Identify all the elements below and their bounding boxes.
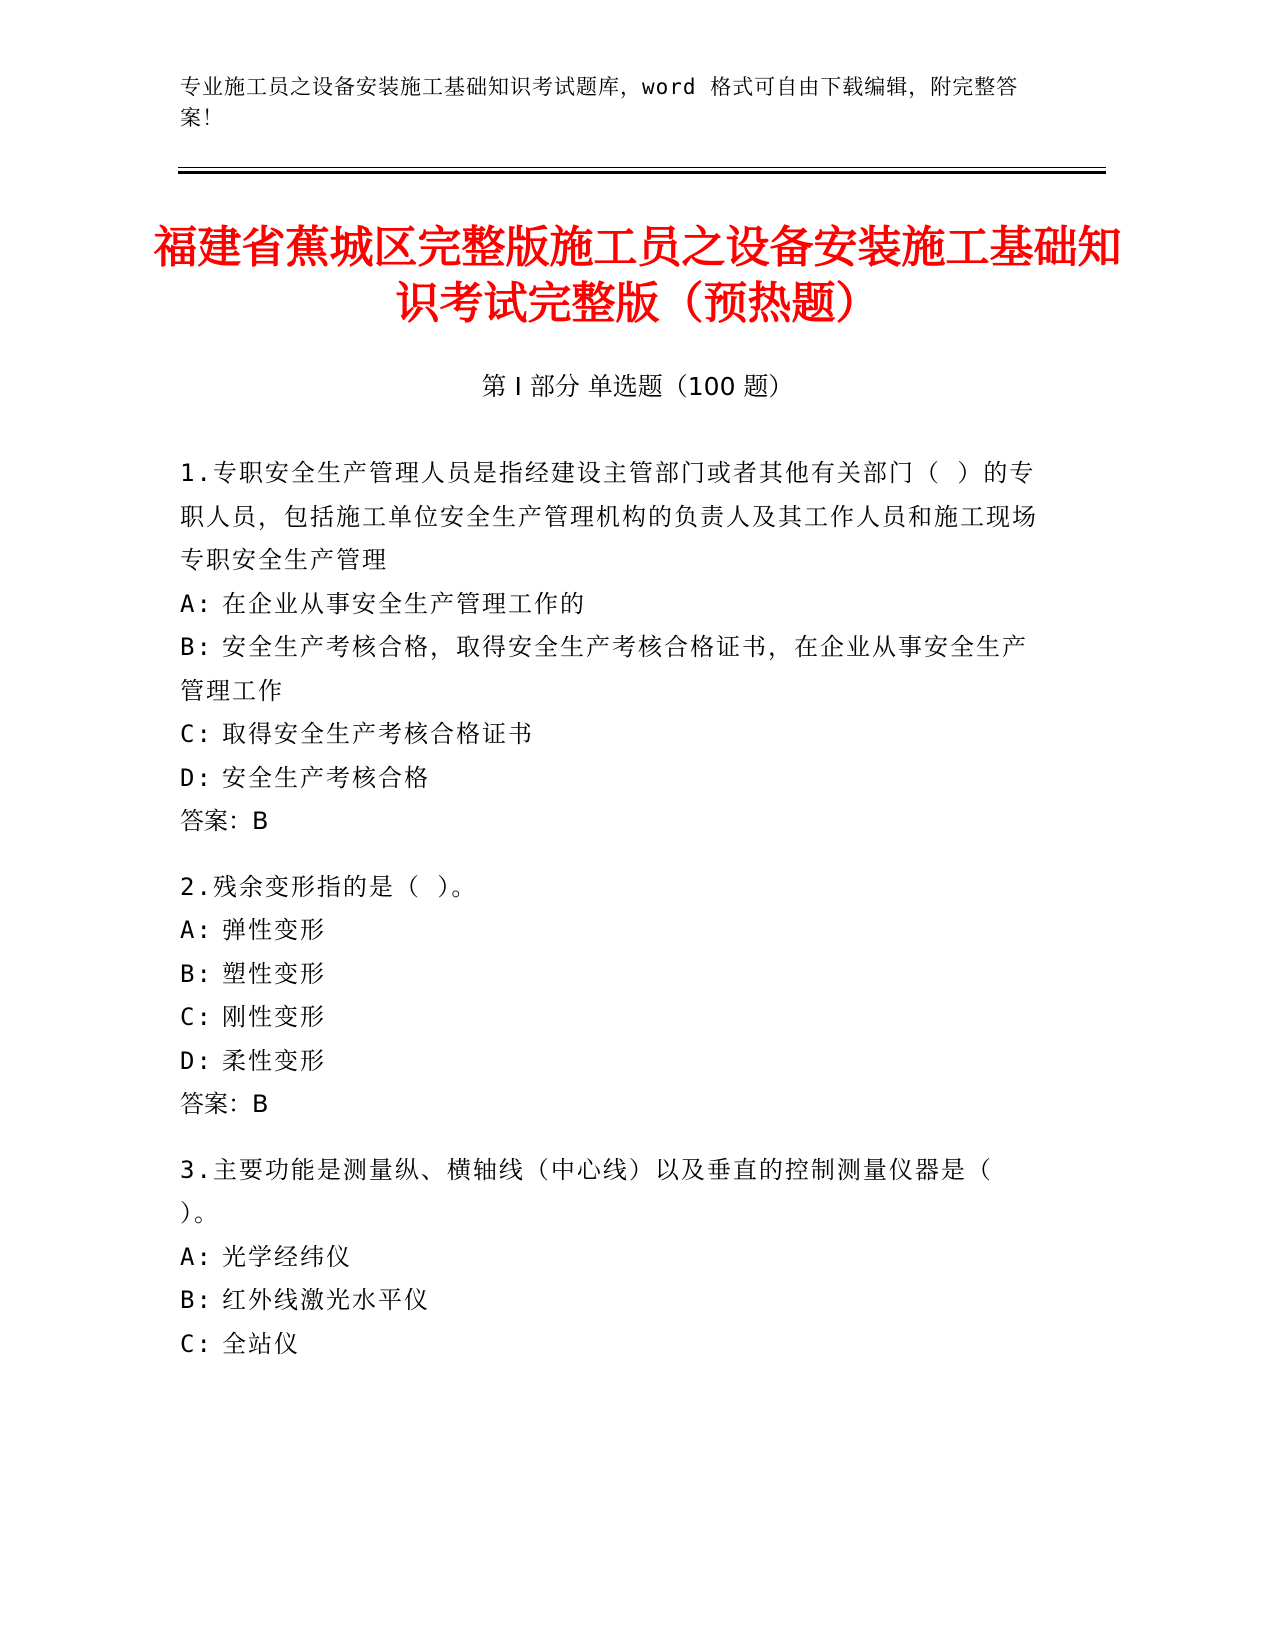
question-stem: 2.残余变形指的是（ ）。 [180, 872, 478, 901]
option-b [180, 626, 1040, 713]
question-3 [180, 1149, 1040, 1367]
option-letter: D: [180, 763, 213, 792]
option-c [180, 713, 1040, 757]
option-letter: C: [180, 720, 213, 748]
option-letter: A: [180, 916, 213, 944]
option-letter: C: [180, 1003, 213, 1031]
option-text: 安全生产考核合格 [222, 763, 430, 792]
option-text: 塑性变形 [222, 959, 326, 988]
option-a [180, 1236, 1040, 1280]
answer-line: 答案：B [180, 807, 269, 835]
document-title: 福建省蕉城区完整版施工员之设备安装施工基础知识考试完整版（预热题） [153, 222, 1122, 329]
option-d [180, 1040, 1040, 1084]
header-rule-thin [178, 167, 1106, 168]
option-text: 红外线激光水平仪 [222, 1286, 430, 1314]
option-c [180, 1323, 1040, 1367]
option-letter: B: [180, 633, 213, 661]
header-note: 专业施工员之设备安装施工基础知识考试题库，word 格式可自由下载编辑，附完整答案！ [180, 75, 1019, 130]
option-text: 柔性变形 [222, 1046, 326, 1075]
option-a [180, 909, 1040, 953]
option-text: 取得安全生产考核合格证书 [222, 720, 534, 748]
question-list [180, 452, 1040, 1388]
option-letter: A: [180, 589, 213, 618]
answer-line: 答案：B [180, 1090, 269, 1118]
option-text: 刚性变形 [222, 1003, 326, 1031]
option-letter: B: [180, 1286, 213, 1314]
option-text: 弹性变形 [222, 916, 326, 944]
option-text: 安全生产考核合格，取得安全生产考核合格证书，在企业从事安全生产管理工作 [180, 633, 1028, 705]
option-d [180, 757, 1040, 801]
option-letter: B: [180, 959, 213, 988]
option-letter: C: [180, 1329, 213, 1358]
option-text: 在企业从事安全生产管理工作的 [222, 589, 586, 618]
question-2 [180, 866, 1040, 1127]
option-text: 光学经纬仪 [222, 1242, 352, 1271]
header-rule-thick [178, 171, 1106, 174]
section-title: 第 I 部分 单选题（100 题） [481, 372, 794, 401]
question-1 [180, 452, 1040, 844]
question-stem: 1.专职安全生产管理人员是指经建设主管部门或者其他有关部门（ ）的专职人员，包括施工单位安全生产管理机构的负责人及其工作人员和施工现场专职安全生产管理 [180, 459, 1038, 574]
option-c [180, 996, 1040, 1040]
option-b [180, 1279, 1040, 1323]
option-text: 全站仪 [222, 1329, 300, 1358]
option-letter: A: [180, 1242, 213, 1271]
option-letter: D: [180, 1046, 213, 1075]
option-b [180, 953, 1040, 997]
question-stem: 3.主要功能是测量纵、横轴线（中心线）以及垂直的控制测量仪器是（ ）。 [180, 1155, 993, 1227]
option-a [180, 583, 1040, 627]
